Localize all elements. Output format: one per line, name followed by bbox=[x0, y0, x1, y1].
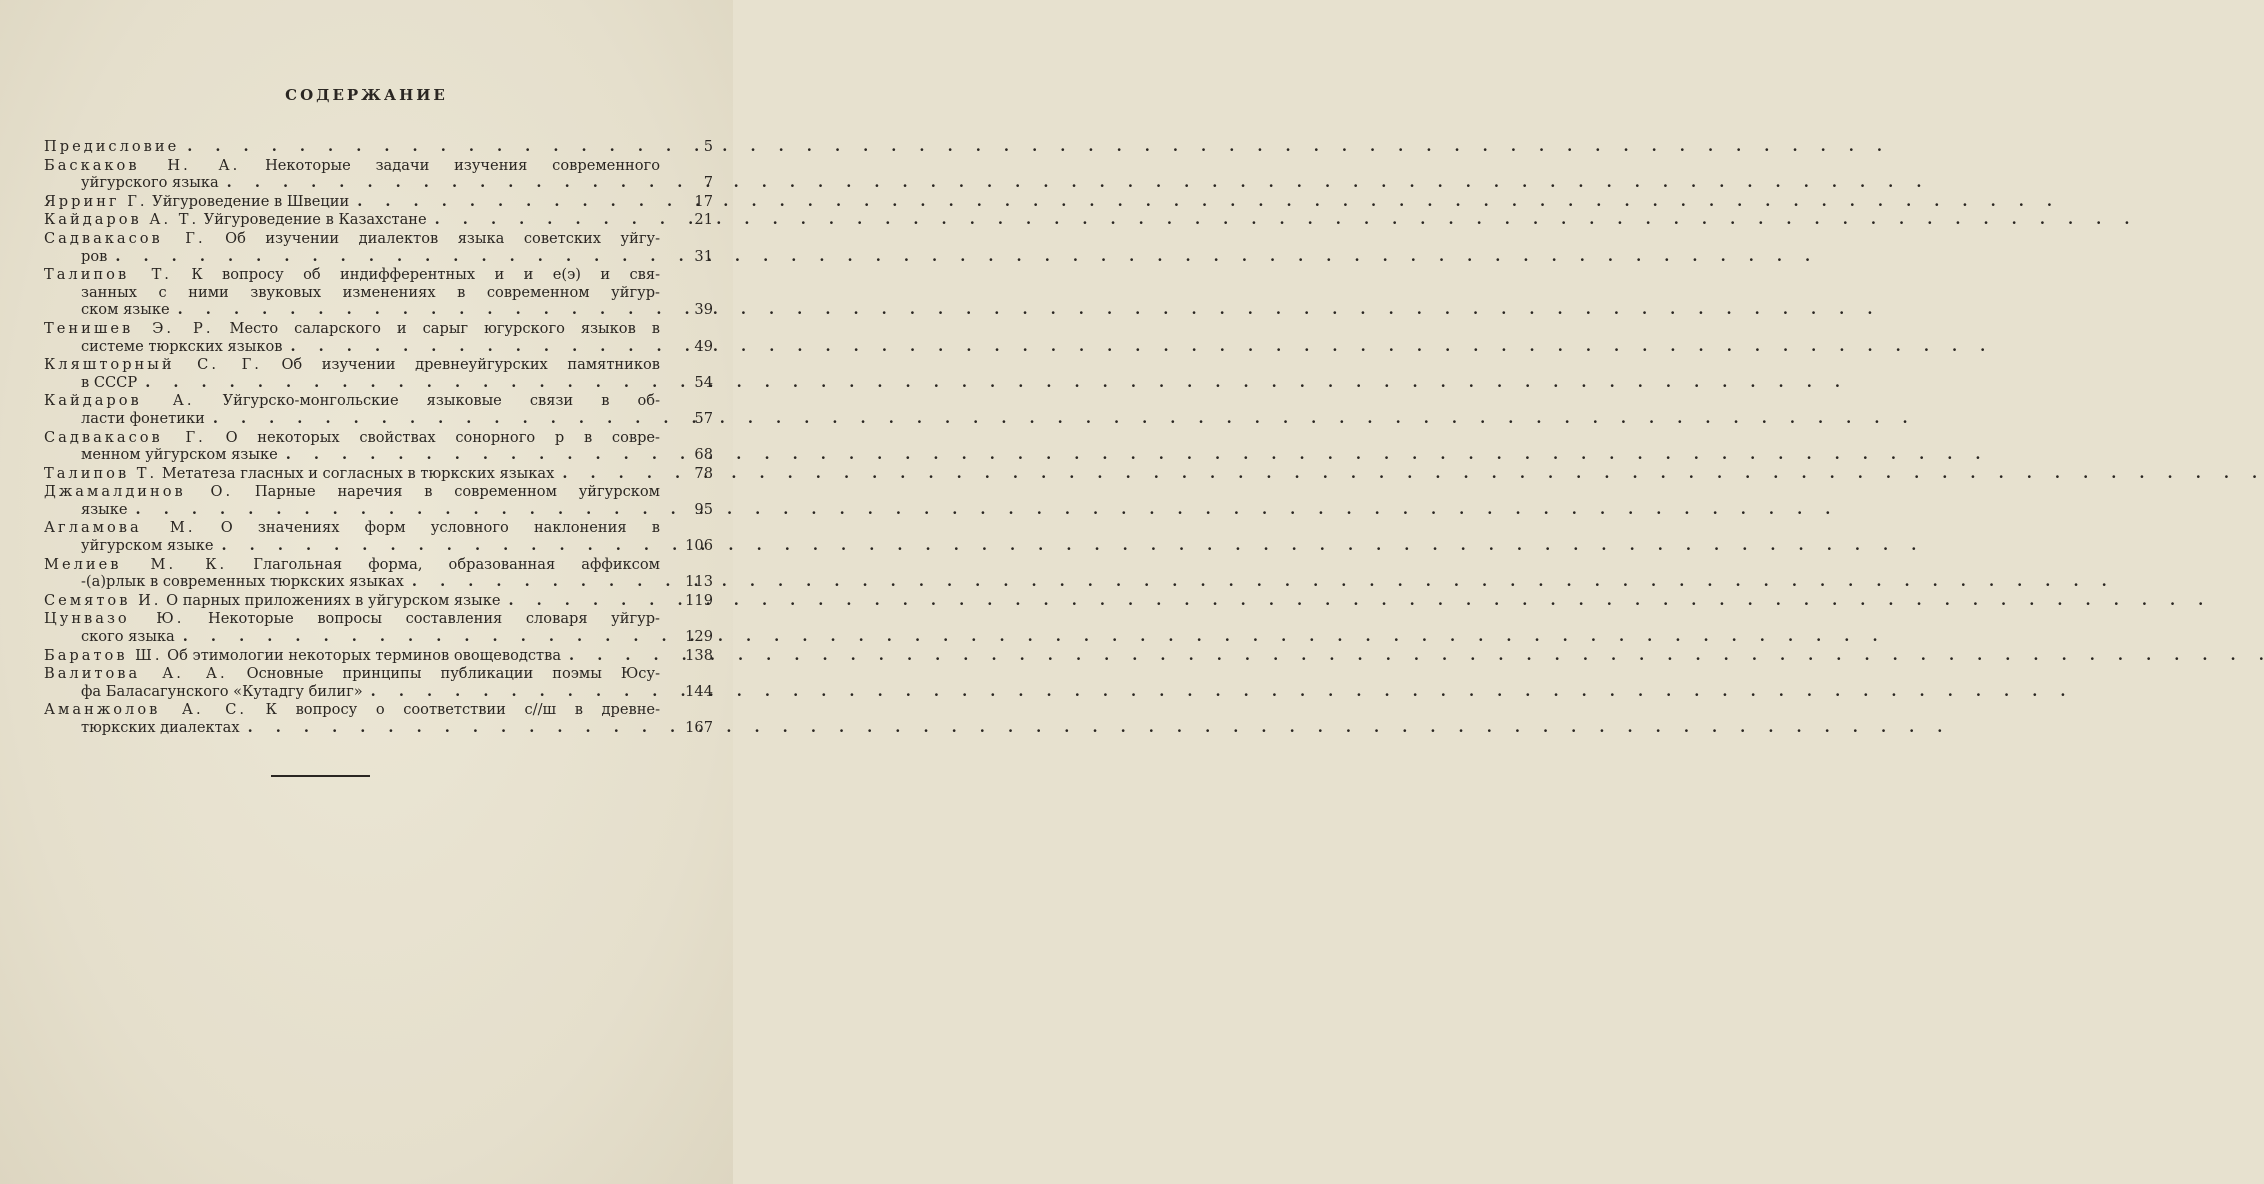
toc-entry-line bbox=[44, 647, 660, 665]
toc-page-number: 7 bbox=[703, 174, 713, 192]
dot-leader bbox=[227, 174, 1922, 192]
toc-entry-line bbox=[44, 719, 660, 737]
toc-title-text: уйгурском языке bbox=[81, 537, 214, 555]
toc-title-text: ласти фонетики bbox=[81, 409, 205, 427]
toc-entry-line bbox=[44, 193, 660, 211]
toc-author: Ярринг Г. bbox=[44, 192, 148, 210]
toc-page-number: 31 bbox=[694, 247, 713, 265]
toc-author: Баскаков Н. А. bbox=[44, 156, 241, 174]
toc-entry-line bbox=[44, 519, 660, 537]
toc-title-text: в СССР bbox=[81, 373, 138, 391]
toc-entry-line bbox=[44, 248, 660, 266]
toc-title-text: О некоторых свойствах сонорного р в совре- bbox=[225, 428, 660, 446]
toc-author: Садвакасов Г. bbox=[44, 229, 206, 247]
toc-entry-line bbox=[44, 230, 660, 248]
toc-entry-line bbox=[44, 174, 660, 192]
toc-title-text: К вопросу об индифферентных и и е(э) и свя- bbox=[191, 266, 660, 284]
toc-page-number: 17 bbox=[694, 192, 713, 210]
toc-page-number: 129 bbox=[685, 628, 713, 646]
toc-entry-line bbox=[44, 410, 660, 428]
toc-entry-line bbox=[44, 537, 660, 555]
toc-page-number: 119 bbox=[685, 591, 713, 609]
toc-entry-line bbox=[44, 211, 660, 229]
toc-author: Талипов Т. bbox=[44, 266, 172, 284]
toc-author: Цунвазо Ю. bbox=[44, 610, 185, 628]
toc-author: Баратов Ш. bbox=[44, 646, 163, 664]
toc-page-number: 49 bbox=[694, 337, 713, 355]
toc-entry bbox=[44, 591, 713, 610]
toc-title-text: Парные наречия в современном уйгурском bbox=[254, 483, 661, 501]
toc-title-text: ского языка bbox=[81, 628, 175, 646]
toc-author: Кайдаров А. Т. bbox=[44, 211, 200, 229]
toc-title-text: занных с ними звуковых изменениях в современном уйгур- bbox=[81, 283, 660, 301]
toc-entry bbox=[44, 519, 713, 555]
toc-page-number: 57 bbox=[694, 409, 713, 427]
toc-entry bbox=[44, 428, 713, 464]
toc-title-text: Уйгуроведение в Казахстане bbox=[203, 211, 427, 229]
toc-title-text: Место саларского и сарыг югурского языков в bbox=[229, 319, 661, 337]
dot-leader bbox=[187, 138, 1882, 156]
toc-entry-line bbox=[44, 573, 660, 591]
toc-title-text: Некоторые вопросы составления словаря уйгур- bbox=[207, 610, 660, 628]
toc-entry bbox=[44, 483, 713, 518]
toc-page-number: 21 bbox=[694, 211, 713, 229]
dot-leader bbox=[145, 374, 1840, 392]
toc-entry-line bbox=[44, 556, 660, 574]
dot-leader bbox=[178, 301, 1873, 319]
toc-author: Предисловие bbox=[44, 138, 180, 155]
toc-author: Валитова А. А. bbox=[44, 665, 228, 683]
toc-page-number: 5 bbox=[703, 138, 713, 155]
toc-page-number: 54 bbox=[694, 373, 713, 391]
toc-entry-line bbox=[44, 592, 660, 610]
toc-title-text: фа Баласагунского «Кутадгу билиг» bbox=[81, 682, 363, 700]
toc-entry bbox=[44, 464, 713, 483]
toc-entry bbox=[44, 266, 713, 319]
toc-author: Джамалдинов О. bbox=[44, 483, 234, 501]
toc-title-text: Уйгурско-монгольские языковые связи в об- bbox=[222, 392, 660, 410]
toc-title-text: О парных приложениях в уйгурском языке bbox=[166, 591, 501, 609]
dot-leader bbox=[222, 537, 1917, 555]
table-of-contents bbox=[44, 138, 713, 738]
toc-entry-line bbox=[44, 392, 660, 410]
toc-title-text: Метатеза гласных и согласных в тюркских языках bbox=[161, 464, 555, 482]
toc-entry bbox=[44, 192, 713, 211]
toc-entry-line bbox=[44, 301, 660, 319]
toc-entry-line bbox=[44, 356, 660, 374]
toc-title-text: К вопросу о соответствии с//ш в древне- bbox=[265, 701, 660, 719]
toc-author: Кайдаров А. bbox=[44, 392, 195, 410]
toc-title-text: О значениях форм условного наклонения в bbox=[220, 519, 661, 537]
toc-entry bbox=[44, 211, 713, 229]
toc-title-text: Некоторые задачи изучения современного bbox=[265, 156, 660, 174]
toc-page-number: 113 bbox=[685, 573, 713, 591]
toc-page-number: 78 bbox=[694, 464, 713, 482]
toc-entry-line bbox=[44, 610, 660, 628]
dot-leader bbox=[371, 683, 2066, 701]
toc-entry bbox=[44, 229, 713, 265]
toc-page-number: 95 bbox=[694, 500, 713, 518]
toc-title-text: менном уйгурском языке bbox=[81, 446, 278, 464]
toc-page-number: 138 bbox=[685, 646, 713, 664]
toc-entry-line bbox=[44, 628, 660, 646]
toc-entry-line bbox=[44, 683, 660, 701]
dot-leader bbox=[115, 248, 1810, 266]
dot-leader bbox=[248, 719, 1943, 737]
toc-entry-line bbox=[44, 501, 660, 519]
dot-leader bbox=[213, 410, 1908, 428]
dot-leader bbox=[562, 465, 2257, 483]
toc-entry-line bbox=[44, 138, 660, 156]
toc-author: Кляшторный С. Г. bbox=[44, 356, 262, 374]
toc-entry bbox=[44, 392, 713, 427]
toc-entry bbox=[44, 356, 713, 391]
toc-entry bbox=[44, 701, 713, 736]
dot-leader bbox=[290, 338, 1985, 356]
toc-entry bbox=[44, 646, 713, 665]
dot-leader bbox=[136, 501, 1831, 519]
toc-title-text: тюркских диалектах bbox=[81, 719, 240, 736]
toc-page-number: 106 bbox=[685, 537, 713, 555]
toc-author: Садвакасов Г. bbox=[44, 428, 206, 446]
book-page bbox=[0, 0, 733, 1184]
toc-entry-line bbox=[44, 157, 660, 175]
toc-author: Агламова М. bbox=[44, 519, 196, 537]
toc-entry-line bbox=[44, 429, 660, 447]
dot-leader bbox=[286, 446, 1981, 464]
dot-leader bbox=[569, 647, 2264, 665]
toc-entry bbox=[44, 319, 713, 355]
toc-author: Семятов И. bbox=[44, 591, 162, 609]
page-title: СОДЕРЖАНИЕ bbox=[285, 86, 448, 104]
toc-page-number: 68 bbox=[694, 446, 713, 464]
toc-entry-line bbox=[44, 465, 660, 483]
toc-title-text: языке bbox=[81, 500, 128, 518]
toc-entry-line bbox=[44, 446, 660, 464]
toc-title-text: Об изучении древнеуйгурских памятников bbox=[281, 356, 660, 374]
toc-title-text: Об изучении диалектов языка советских уйгу- bbox=[225, 229, 661, 247]
toc-entry-line bbox=[44, 665, 660, 683]
toc-entry-line bbox=[44, 266, 660, 284]
toc-entry-line bbox=[44, 320, 660, 338]
dot-leader bbox=[508, 592, 2203, 610]
toc-title-text: ров bbox=[81, 247, 108, 265]
toc-title-text: ском языке bbox=[81, 301, 170, 319]
toc-entry bbox=[44, 138, 713, 156]
toc-page-number: 39 bbox=[694, 301, 713, 319]
toc-entry bbox=[44, 555, 713, 591]
toc-entry-line bbox=[44, 374, 660, 392]
dot-leader bbox=[183, 628, 1878, 646]
toc-title-text: Глагольная форма, образованная аффиксом bbox=[253, 555, 660, 573]
toc-page-number: 144 bbox=[685, 682, 713, 700]
toc-title-text: Об этимологии некоторых терминов овощеводства bbox=[167, 646, 562, 664]
toc-title-text: -(а)рлык в современных тюркских языках bbox=[81, 573, 404, 591]
toc-entry-line bbox=[44, 338, 660, 356]
toc-entry-line bbox=[44, 284, 660, 302]
toc-entry-line bbox=[44, 483, 660, 501]
toc-title-text: Основные принципы публикации поэмы Юсу- bbox=[246, 665, 661, 683]
toc-author: Талипов Т. bbox=[44, 464, 158, 482]
toc-entry bbox=[44, 665, 713, 700]
toc-entry-line bbox=[44, 701, 660, 719]
toc-author: Тенишев Э. Р. bbox=[44, 319, 214, 337]
divider-rule bbox=[271, 775, 370, 777]
toc-author: Мелиев М. К. bbox=[44, 555, 228, 573]
toc-title-text: системе тюркских языков bbox=[81, 337, 283, 355]
toc-title-text: Уйгуроведение в Швеции bbox=[152, 192, 350, 210]
toc-title-text: уйгурского языка bbox=[81, 174, 219, 192]
dot-leader bbox=[357, 193, 2052, 211]
toc-author: Аманжолов А. С. bbox=[44, 701, 248, 719]
toc-page-number: 167 bbox=[685, 719, 713, 736]
toc-entry bbox=[44, 610, 713, 646]
toc-entry bbox=[44, 156, 713, 192]
